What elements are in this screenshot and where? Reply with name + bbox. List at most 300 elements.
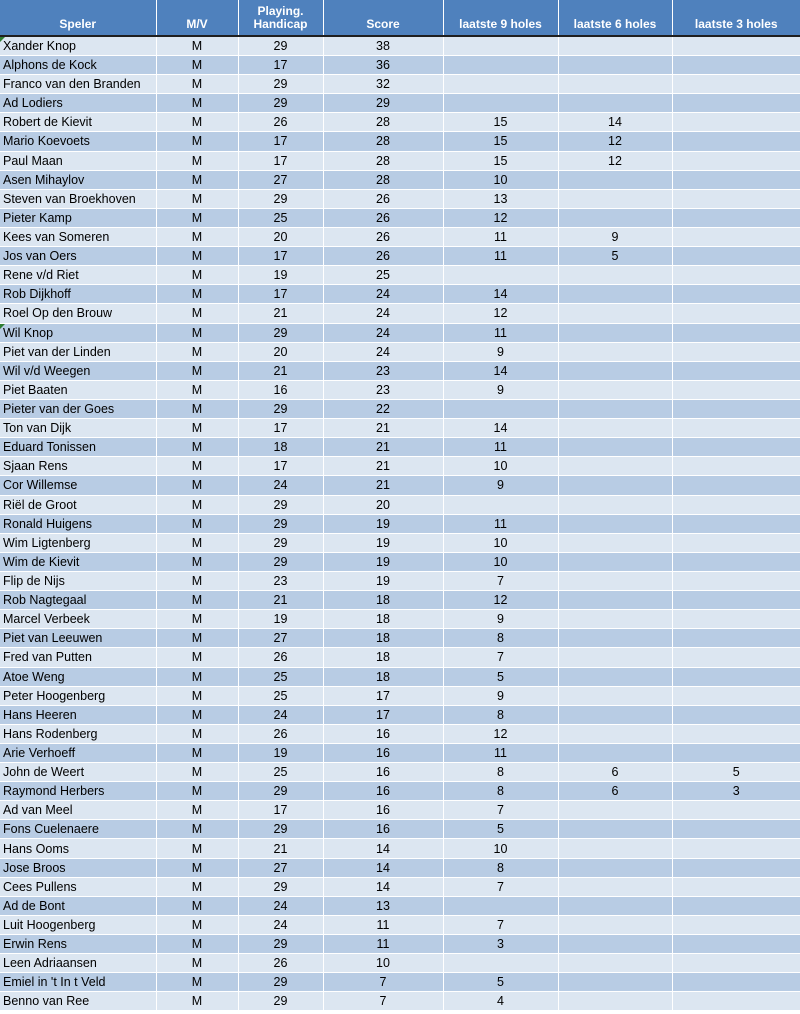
gender-cell[interactable]: M: [156, 399, 238, 418]
last-3-holes-cell[interactable]: [672, 648, 800, 667]
last-6-holes-cell[interactable]: [558, 820, 672, 839]
last-9-holes-cell[interactable]: 11: [443, 247, 558, 266]
last-6-holes-cell[interactable]: 12: [558, 132, 672, 151]
last-6-holes-cell[interactable]: [558, 743, 672, 762]
score-cell[interactable]: 19: [323, 533, 443, 552]
last-3-holes-cell[interactable]: [672, 36, 800, 56]
score-cell[interactable]: 18: [323, 648, 443, 667]
score-cell[interactable]: 14: [323, 877, 443, 896]
player-name-cell[interactable]: Leen Adriaansen: [0, 954, 156, 973]
gender-cell[interactable]: M: [156, 75, 238, 94]
player-name-cell[interactable]: Kees van Someren: [0, 227, 156, 246]
last-9-holes-cell[interactable]: 15: [443, 151, 558, 170]
last-9-holes-cell[interactable]: 12: [443, 724, 558, 743]
handicap-cell[interactable]: 25: [238, 667, 323, 686]
handicap-cell[interactable]: 18: [238, 438, 323, 457]
last-6-holes-cell[interactable]: [558, 571, 672, 590]
player-name-cell[interactable]: Alphons de Kock: [0, 56, 156, 75]
last-3-holes-cell[interactable]: [672, 285, 800, 304]
score-cell[interactable]: 21: [323, 457, 443, 476]
last-9-holes-cell[interactable]: 10: [443, 552, 558, 571]
gender-cell[interactable]: M: [156, 189, 238, 208]
last-9-holes-cell[interactable]: 13: [443, 189, 558, 208]
last-6-holes-cell[interactable]: [558, 361, 672, 380]
score-cell[interactable]: 26: [323, 247, 443, 266]
score-cell[interactable]: 21: [323, 419, 443, 438]
player-name-cell[interactable]: Franco van den Branden: [0, 75, 156, 94]
handicap-cell[interactable]: 29: [238, 820, 323, 839]
handicap-cell[interactable]: 29: [238, 323, 323, 342]
last-6-holes-cell[interactable]: [558, 667, 672, 686]
last-9-holes-cell[interactable]: 7: [443, 801, 558, 820]
gender-cell[interactable]: M: [156, 247, 238, 266]
last-9-holes-cell[interactable]: 9: [443, 686, 558, 705]
last-6-holes-cell[interactable]: 14: [558, 113, 672, 132]
handicap-cell[interactable]: 26: [238, 113, 323, 132]
score-cell[interactable]: 18: [323, 591, 443, 610]
handicap-cell[interactable]: 24: [238, 476, 323, 495]
player-name-cell[interactable]: Rob Dijkhoff: [0, 285, 156, 304]
player-name-cell[interactable]: Riël de Groot: [0, 495, 156, 514]
player-name-cell[interactable]: Wim de Kievit: [0, 552, 156, 571]
last-3-holes-cell[interactable]: [672, 438, 800, 457]
player-name-cell[interactable]: Wil Knop: [0, 323, 156, 342]
last-6-holes-cell[interactable]: [558, 208, 672, 227]
gender-cell[interactable]: M: [156, 56, 238, 75]
player-name-cell[interactable]: Steven van Broekhoven: [0, 189, 156, 208]
gender-cell[interactable]: M: [156, 820, 238, 839]
last-6-holes-cell[interactable]: [558, 285, 672, 304]
player-name-cell[interactable]: Ad de Bont: [0, 896, 156, 915]
handicap-cell[interactable]: 29: [238, 495, 323, 514]
last-9-holes-cell[interactable]: [443, 399, 558, 418]
score-cell[interactable]: 16: [323, 763, 443, 782]
last-6-holes-cell[interactable]: [558, 457, 672, 476]
last-9-holes-cell[interactable]: [443, 266, 558, 285]
last-3-holes-cell[interactable]: [672, 571, 800, 590]
last-3-holes-cell[interactable]: [672, 591, 800, 610]
score-cell[interactable]: 24: [323, 342, 443, 361]
score-cell[interactable]: 18: [323, 610, 443, 629]
last-9-holes-cell[interactable]: [443, 94, 558, 113]
handicap-cell[interactable]: 17: [238, 801, 323, 820]
gender-cell[interactable]: M: [156, 782, 238, 801]
last-3-holes-cell[interactable]: [672, 399, 800, 418]
gender-cell[interactable]: M: [156, 94, 238, 113]
score-cell[interactable]: 29: [323, 94, 443, 113]
header-score[interactable]: Score: [323, 0, 443, 36]
last-9-holes-cell[interactable]: 12: [443, 591, 558, 610]
player-name-cell[interactable]: Atoe Weng: [0, 667, 156, 686]
score-cell[interactable]: 26: [323, 208, 443, 227]
handicap-cell[interactable]: 19: [238, 743, 323, 762]
player-name-cell[interactable]: Luit Hoogenberg: [0, 915, 156, 934]
last-9-holes-cell[interactable]: 9: [443, 342, 558, 361]
last-9-holes-cell[interactable]: 9: [443, 380, 558, 399]
last-6-holes-cell[interactable]: 9: [558, 227, 672, 246]
handicap-cell[interactable]: 16: [238, 380, 323, 399]
last-3-holes-cell[interactable]: [672, 132, 800, 151]
handicap-cell[interactable]: 25: [238, 763, 323, 782]
handicap-cell[interactable]: 21: [238, 591, 323, 610]
player-name-cell[interactable]: Emiel in 't In t Veld: [0, 973, 156, 992]
last-6-holes-cell[interactable]: [558, 935, 672, 954]
gender-cell[interactable]: M: [156, 858, 238, 877]
last-9-holes-cell[interactable]: 3: [443, 935, 558, 954]
handicap-cell[interactable]: 21: [238, 304, 323, 323]
score-cell[interactable]: 25: [323, 266, 443, 285]
last-6-holes-cell[interactable]: [558, 266, 672, 285]
last-6-holes-cell[interactable]: [558, 304, 672, 323]
last-3-holes-cell[interactable]: [672, 705, 800, 724]
last-9-holes-cell[interactable]: 11: [443, 227, 558, 246]
gender-cell[interactable]: M: [156, 208, 238, 227]
last-3-holes-cell[interactable]: [672, 801, 800, 820]
last-9-holes-cell[interactable]: 8: [443, 763, 558, 782]
score-cell[interactable]: 17: [323, 705, 443, 724]
last-9-holes-cell[interactable]: 11: [443, 743, 558, 762]
last-6-holes-cell[interactable]: [558, 877, 672, 896]
gender-cell[interactable]: M: [156, 304, 238, 323]
last-3-holes-cell[interactable]: [672, 552, 800, 571]
last-6-holes-cell[interactable]: [558, 973, 672, 992]
handicap-cell[interactable]: 29: [238, 514, 323, 533]
last-9-holes-cell[interactable]: 9: [443, 476, 558, 495]
last-6-holes-cell[interactable]: [558, 686, 672, 705]
player-name-cell[interactable]: Hans Rodenberg: [0, 724, 156, 743]
last-9-holes-cell[interactable]: 7: [443, 571, 558, 590]
last-9-holes-cell[interactable]: 9: [443, 610, 558, 629]
score-cell[interactable]: 22: [323, 399, 443, 418]
last-3-holes-cell[interactable]: [672, 94, 800, 113]
last-3-holes-cell[interactable]: [672, 476, 800, 495]
handicap-cell[interactable]: 29: [238, 36, 323, 56]
player-name-cell[interactable]: Rene v/d Riet: [0, 266, 156, 285]
handicap-cell[interactable]: 29: [238, 189, 323, 208]
last-9-holes-cell[interactable]: 5: [443, 973, 558, 992]
header-speler[interactable]: Speler: [0, 0, 156, 36]
last-9-holes-cell[interactable]: 4: [443, 992, 558, 1011]
player-name-cell[interactable]: Fred van Putten: [0, 648, 156, 667]
gender-cell[interactable]: M: [156, 686, 238, 705]
gender-cell[interactable]: M: [156, 839, 238, 858]
last-3-holes-cell[interactable]: [672, 724, 800, 743]
last-9-holes-cell[interactable]: 8: [443, 858, 558, 877]
score-cell[interactable]: 10: [323, 954, 443, 973]
gender-cell[interactable]: M: [156, 896, 238, 915]
last-3-holes-cell[interactable]: [672, 820, 800, 839]
score-cell[interactable]: 16: [323, 743, 443, 762]
last-3-holes-cell[interactable]: [672, 457, 800, 476]
last-6-holes-cell[interactable]: 6: [558, 763, 672, 782]
handicap-cell[interactable]: 24: [238, 705, 323, 724]
handicap-cell[interactable]: 26: [238, 648, 323, 667]
score-cell[interactable]: 28: [323, 170, 443, 189]
handicap-cell[interactable]: 17: [238, 419, 323, 438]
score-cell[interactable]: 26: [323, 227, 443, 246]
handicap-cell[interactable]: 21: [238, 839, 323, 858]
gender-cell[interactable]: M: [156, 610, 238, 629]
score-cell[interactable]: 18: [323, 629, 443, 648]
last-3-holes-cell[interactable]: [672, 992, 800, 1011]
last-3-holes-cell[interactable]: [672, 323, 800, 342]
score-cell[interactable]: 24: [323, 304, 443, 323]
last-3-holes-cell[interactable]: [672, 208, 800, 227]
player-name-cell[interactable]: John de Weert: [0, 763, 156, 782]
player-name-cell[interactable]: Rob Nagtegaal: [0, 591, 156, 610]
score-cell[interactable]: 36: [323, 56, 443, 75]
handicap-cell[interactable]: 17: [238, 132, 323, 151]
last-3-holes-cell[interactable]: [672, 973, 800, 992]
last-3-holes-cell[interactable]: [672, 56, 800, 75]
player-name-cell[interactable]: Peter Hoogenberg: [0, 686, 156, 705]
score-cell[interactable]: 7: [323, 973, 443, 992]
last-6-holes-cell[interactable]: [558, 724, 672, 743]
player-name-cell[interactable]: Asen Mihaylov: [0, 170, 156, 189]
last-3-holes-cell[interactable]: [672, 380, 800, 399]
last-3-holes-cell[interactable]: [672, 304, 800, 323]
handicap-cell[interactable]: 27: [238, 858, 323, 877]
gender-cell[interactable]: M: [156, 438, 238, 457]
last-3-holes-cell[interactable]: 5: [672, 763, 800, 782]
last-3-holes-cell[interactable]: [672, 170, 800, 189]
last-6-holes-cell[interactable]: [558, 419, 672, 438]
last-3-holes-cell[interactable]: [672, 75, 800, 94]
score-cell[interactable]: 32: [323, 75, 443, 94]
last-6-holes-cell[interactable]: [558, 629, 672, 648]
handicap-cell[interactable]: 19: [238, 266, 323, 285]
last-6-holes-cell[interactable]: [558, 591, 672, 610]
gender-cell[interactable]: M: [156, 629, 238, 648]
handicap-cell[interactable]: 27: [238, 170, 323, 189]
handicap-cell[interactable]: 20: [238, 342, 323, 361]
last-3-holes-cell[interactable]: [672, 686, 800, 705]
last-6-holes-cell[interactable]: [558, 705, 672, 724]
last-3-holes-cell[interactable]: [672, 189, 800, 208]
score-cell[interactable]: 16: [323, 782, 443, 801]
last-9-holes-cell[interactable]: 7: [443, 648, 558, 667]
gender-cell[interactable]: M: [156, 571, 238, 590]
handicap-cell[interactable]: 29: [238, 552, 323, 571]
score-cell[interactable]: 18: [323, 667, 443, 686]
last-6-holes-cell[interactable]: [558, 189, 672, 208]
last-6-holes-cell[interactable]: [558, 36, 672, 56]
handicap-cell[interactable]: 29: [238, 399, 323, 418]
player-name-cell[interactable]: Arie Verhoeff: [0, 743, 156, 762]
last-6-holes-cell[interactable]: [558, 533, 672, 552]
score-cell[interactable]: 11: [323, 935, 443, 954]
header-playing-handicap[interactable]: Playing. Handicap: [238, 0, 323, 36]
last-6-holes-cell[interactable]: [558, 438, 672, 457]
last-6-holes-cell[interactable]: [558, 514, 672, 533]
last-9-holes-cell[interactable]: 14: [443, 285, 558, 304]
handicap-cell[interactable]: 20: [238, 227, 323, 246]
handicap-cell[interactable]: 26: [238, 724, 323, 743]
score-cell[interactable]: 23: [323, 380, 443, 399]
handicap-cell[interactable]: 24: [238, 915, 323, 934]
handicap-cell[interactable]: 29: [238, 973, 323, 992]
last-3-holes-cell[interactable]: [672, 533, 800, 552]
gender-cell[interactable]: M: [156, 724, 238, 743]
player-name-cell[interactable]: Sjaan Rens: [0, 457, 156, 476]
last-9-holes-cell[interactable]: 12: [443, 304, 558, 323]
handicap-cell[interactable]: 17: [238, 457, 323, 476]
last-3-holes-cell[interactable]: [672, 629, 800, 648]
last-3-holes-cell[interactable]: [672, 915, 800, 934]
score-cell[interactable]: 38: [323, 36, 443, 56]
score-cell[interactable]: 7: [323, 992, 443, 1011]
last-3-holes-cell[interactable]: [672, 419, 800, 438]
last-9-holes-cell[interactable]: 11: [443, 438, 558, 457]
player-name-cell[interactable]: Jos van Oers: [0, 247, 156, 266]
player-name-cell[interactable]: Robert de Kievit: [0, 113, 156, 132]
last-3-holes-cell[interactable]: [672, 113, 800, 132]
gender-cell[interactable]: M: [156, 380, 238, 399]
last-6-holes-cell[interactable]: 5: [558, 247, 672, 266]
last-9-holes-cell[interactable]: 14: [443, 419, 558, 438]
last-3-holes-cell[interactable]: [672, 361, 800, 380]
last-9-holes-cell[interactable]: 8: [443, 705, 558, 724]
gender-cell[interactable]: M: [156, 533, 238, 552]
header-mv[interactable]: M/V: [156, 0, 238, 36]
last-3-holes-cell[interactable]: [672, 877, 800, 896]
last-9-holes-cell[interactable]: [443, 36, 558, 56]
player-name-cell[interactable]: Wil v/d Weegen: [0, 361, 156, 380]
last-9-holes-cell[interactable]: 8: [443, 782, 558, 801]
player-name-cell[interactable]: Erwin Rens: [0, 935, 156, 954]
score-cell[interactable]: 28: [323, 151, 443, 170]
gender-cell[interactable]: M: [156, 743, 238, 762]
score-cell[interactable]: 11: [323, 915, 443, 934]
last-6-holes-cell[interactable]: [558, 495, 672, 514]
gender-cell[interactable]: M: [156, 266, 238, 285]
last-6-holes-cell[interactable]: [558, 992, 672, 1011]
gender-cell[interactable]: M: [156, 170, 238, 189]
player-name-cell[interactable]: Xander Knop: [0, 36, 156, 56]
gender-cell[interactable]: M: [156, 495, 238, 514]
handicap-cell[interactable]: 29: [238, 94, 323, 113]
gender-cell[interactable]: M: [156, 552, 238, 571]
score-cell[interactable]: 21: [323, 438, 443, 457]
last-6-holes-cell[interactable]: [558, 858, 672, 877]
player-name-cell[interactable]: Raymond Herbers: [0, 782, 156, 801]
gender-cell[interactable]: M: [156, 457, 238, 476]
player-name-cell[interactable]: Wim Ligtenberg: [0, 533, 156, 552]
last-3-holes-cell[interactable]: [672, 247, 800, 266]
last-9-holes-cell[interactable]: [443, 56, 558, 75]
handicap-cell[interactable]: 29: [238, 75, 323, 94]
last-9-holes-cell[interactable]: [443, 495, 558, 514]
handicap-cell[interactable]: 27: [238, 629, 323, 648]
last-9-holes-cell[interactable]: [443, 954, 558, 973]
last-6-holes-cell[interactable]: [558, 380, 672, 399]
handicap-cell[interactable]: 21: [238, 361, 323, 380]
gender-cell[interactable]: M: [156, 132, 238, 151]
last-3-holes-cell[interactable]: [672, 514, 800, 533]
last-6-holes-cell[interactable]: [558, 476, 672, 495]
last-3-holes-cell[interactable]: [672, 266, 800, 285]
handicap-cell[interactable]: 29: [238, 533, 323, 552]
last-6-holes-cell[interactable]: [558, 399, 672, 418]
last-9-holes-cell[interactable]: 5: [443, 667, 558, 686]
last-6-holes-cell[interactable]: [558, 56, 672, 75]
handicap-cell[interactable]: 29: [238, 782, 323, 801]
player-name-cell[interactable]: Piet van der Linden: [0, 342, 156, 361]
last-6-holes-cell[interactable]: [558, 342, 672, 361]
last-9-holes-cell[interactable]: 15: [443, 113, 558, 132]
score-cell[interactable]: 19: [323, 571, 443, 590]
last-6-holes-cell[interactable]: [558, 839, 672, 858]
last-6-holes-cell[interactable]: [558, 610, 672, 629]
last-6-holes-cell[interactable]: [558, 552, 672, 571]
last-9-holes-cell[interactable]: 8: [443, 629, 558, 648]
gender-cell[interactable]: M: [156, 476, 238, 495]
handicap-cell[interactable]: 17: [238, 247, 323, 266]
handicap-cell[interactable]: 25: [238, 686, 323, 705]
last-6-holes-cell[interactable]: 12: [558, 151, 672, 170]
handicap-cell[interactable]: 24: [238, 896, 323, 915]
last-3-holes-cell[interactable]: [672, 495, 800, 514]
gender-cell[interactable]: M: [156, 36, 238, 56]
score-cell[interactable]: 28: [323, 132, 443, 151]
last-9-holes-cell[interactable]: 11: [443, 514, 558, 533]
score-cell[interactable]: 13: [323, 896, 443, 915]
gender-cell[interactable]: M: [156, 705, 238, 724]
handicap-cell[interactable]: 25: [238, 208, 323, 227]
last-3-holes-cell[interactable]: [672, 896, 800, 915]
last-9-holes-cell[interactable]: 10: [443, 533, 558, 552]
gender-cell[interactable]: M: [156, 514, 238, 533]
player-name-cell[interactable]: Eduard Tonissen: [0, 438, 156, 457]
player-name-cell[interactable]: Hans Heeren: [0, 705, 156, 724]
score-cell[interactable]: 24: [323, 323, 443, 342]
last-3-holes-cell[interactable]: [672, 935, 800, 954]
gender-cell[interactable]: M: [156, 915, 238, 934]
player-name-cell[interactable]: Fons Cuelenaere: [0, 820, 156, 839]
last-6-holes-cell[interactable]: [558, 896, 672, 915]
handicap-cell[interactable]: 19: [238, 610, 323, 629]
last-6-holes-cell[interactable]: [558, 648, 672, 667]
score-cell[interactable]: 19: [323, 552, 443, 571]
score-cell[interactable]: 28: [323, 113, 443, 132]
last-9-holes-cell[interactable]: 11: [443, 323, 558, 342]
score-cell[interactable]: 26: [323, 189, 443, 208]
last-6-holes-cell[interactable]: [558, 954, 672, 973]
last-9-holes-cell[interactable]: 14: [443, 361, 558, 380]
gender-cell[interactable]: M: [156, 419, 238, 438]
player-name-cell[interactable]: Ad van Meel: [0, 801, 156, 820]
gender-cell[interactable]: M: [156, 648, 238, 667]
gender-cell[interactable]: M: [156, 801, 238, 820]
last-3-holes-cell[interactable]: [672, 858, 800, 877]
gender-cell[interactable]: M: [156, 667, 238, 686]
handicap-cell[interactable]: 17: [238, 56, 323, 75]
player-name-cell[interactable]: Cees Pullens: [0, 877, 156, 896]
score-cell[interactable]: 16: [323, 801, 443, 820]
last-3-holes-cell[interactable]: [672, 342, 800, 361]
last-3-holes-cell[interactable]: [672, 227, 800, 246]
handicap-cell[interactable]: 23: [238, 571, 323, 590]
handicap-cell[interactable]: 17: [238, 285, 323, 304]
gender-cell[interactable]: M: [156, 935, 238, 954]
last-6-holes-cell[interactable]: [558, 75, 672, 94]
last-3-holes-cell[interactable]: [672, 151, 800, 170]
player-name-cell[interactable]: Cor Willemse: [0, 476, 156, 495]
gender-cell[interactable]: M: [156, 992, 238, 1011]
last-9-holes-cell[interactable]: 10: [443, 457, 558, 476]
last-3-holes-cell[interactable]: [672, 610, 800, 629]
player-name-cell[interactable]: Piet Baaten: [0, 380, 156, 399]
